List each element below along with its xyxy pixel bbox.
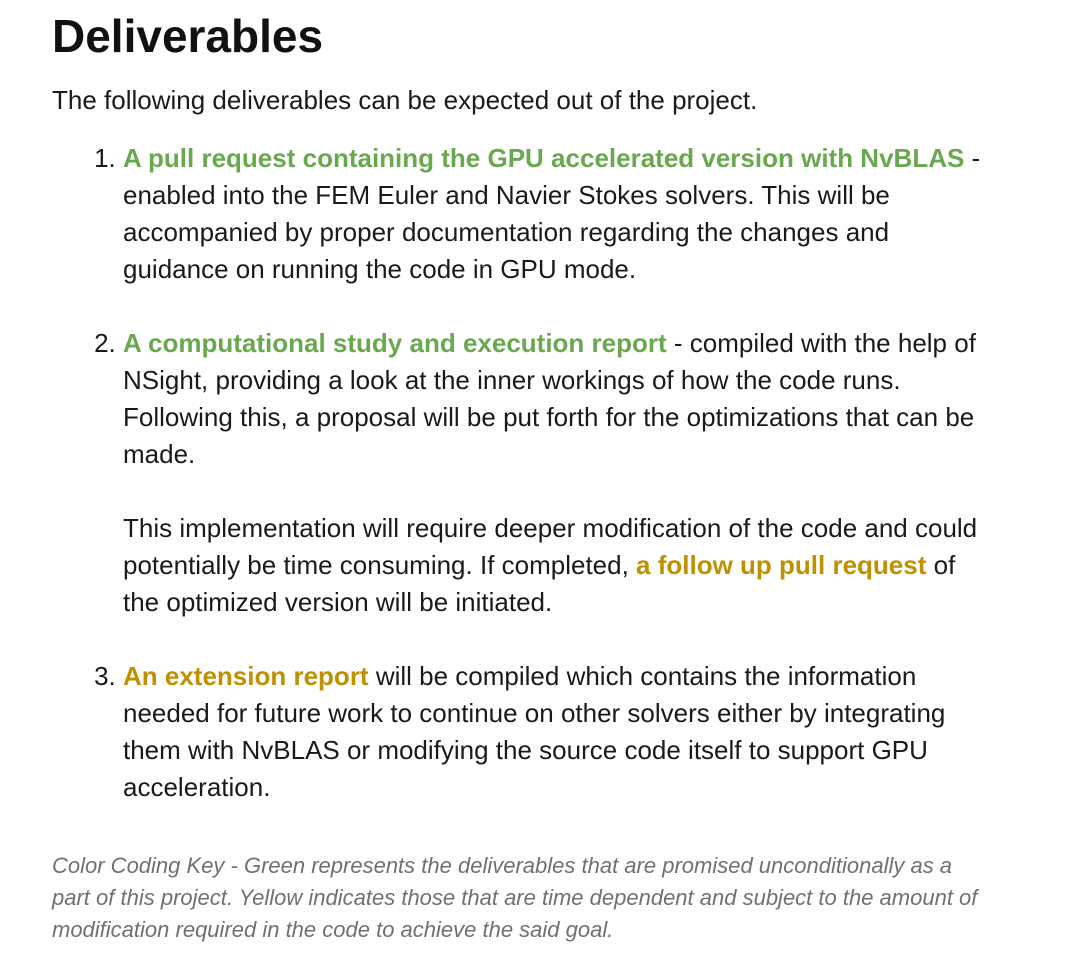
list-item-paragraph	[123, 140, 993, 288]
yellow-highlight: a follow up pull request	[636, 550, 927, 580]
item-text: of the optimized version will be initiated.	[123, 550, 956, 617]
green-highlight: A computational study and execution report	[123, 328, 667, 358]
list-item-paragraph	[123, 325, 993, 473]
item-text: - enabled into the FEM Euler and Navier Stokes solvers. This will be accompanied by proper documentation regarding the changes and guidance on running the code in GPU mode.	[123, 143, 981, 284]
item-text: will be compiled which contains the information needed for future work to continue on other solvers either by integrating them with NvBLAS or modifying the source code itself to support GPU acceleration.	[123, 661, 946, 802]
color-coding-key: Color Coding Key - Green represents the deliverables that are promised unconditionally as a part of this project. Yellow indicates those that are time dependent and subject to the amount of modification required in the code to achieve the said goal.	[52, 853, 978, 942]
list-item-followup-paragraph	[123, 510, 993, 621]
page-title: Deliverables	[52, 10, 324, 62]
item-text: - compiled with the help of NSight, providing a look at the inner workings of how the code runs. Following this, a proposal will be put forth for the optimizations that can be made.	[123, 328, 976, 469]
item-text: This implementation will require deeper modification of the code and could potentially be time consuming. If completed,	[123, 513, 978, 580]
yellow-highlight: An extension report	[123, 661, 369, 691]
intro-text: The following deliverables can be expected out of the project.	[52, 85, 758, 115]
list-item-paragraph	[123, 658, 993, 806]
green-highlight: A pull request containing the GPU accelerated version with NvBLAS	[123, 143, 965, 173]
list-item-pull-request	[123, 140, 993, 288]
list-item-extension-report	[123, 658, 993, 806]
deliverables-list	[52, 140, 993, 806]
list-item-computational-study	[123, 325, 993, 621]
